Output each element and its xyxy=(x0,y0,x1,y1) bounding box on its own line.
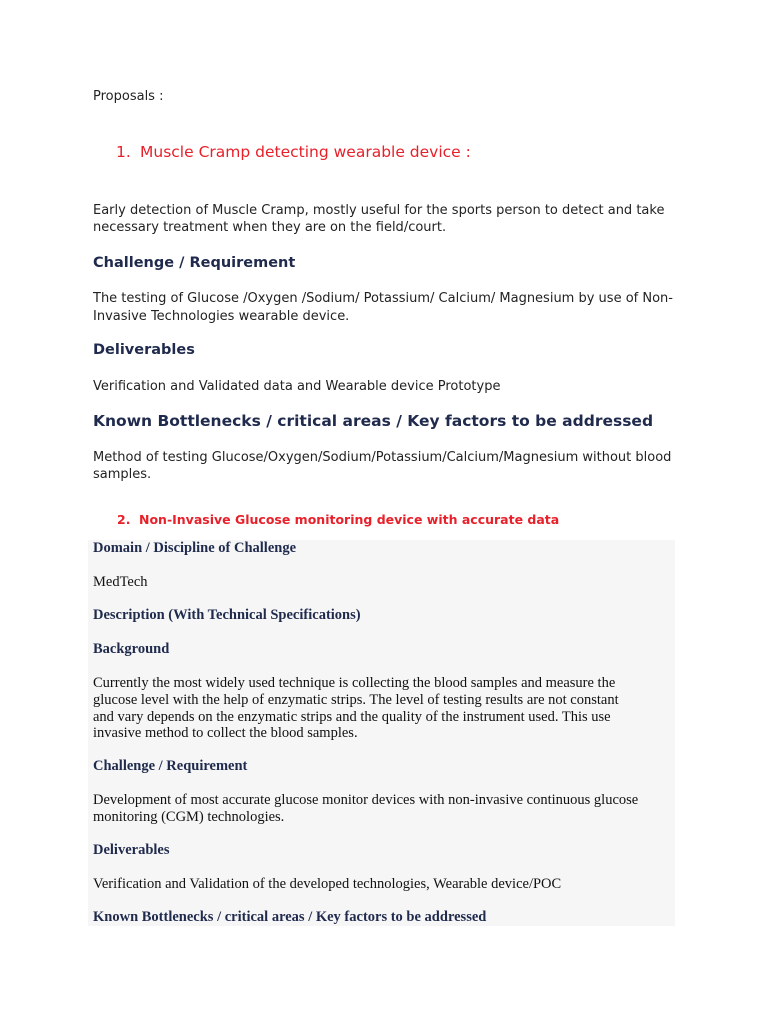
proposal2-deliverables-heading: Deliverables xyxy=(93,842,170,858)
proposal2-background-line3: and vary depends on the enzymatic strips and the quality of the instrument used. This use xyxy=(93,709,611,725)
proposal1-title: Muscle Cramp detecting wearable device : xyxy=(140,143,471,161)
proposal1-deliverables-heading: Deliverables xyxy=(93,342,195,358)
proposal2-background-heading: Background xyxy=(93,641,170,657)
proposals-label: Proposals : xyxy=(93,89,164,104)
proposal1-intro-line1: Early detection of Muscle Cramp, mostly useful for the sports person to detect and take xyxy=(93,203,665,218)
proposal2-title: Non-Invasive Glucose monitoring device with accurate data xyxy=(139,512,560,527)
proposal1-deliverables-text: Verification and Validated data and Wearable device Prototype xyxy=(93,379,501,394)
proposal2-domain-heading: Domain / Discipline of Challenge xyxy=(93,540,297,556)
proposal1-number: 1. xyxy=(116,143,131,161)
proposal2-bottlenecks-heading: Known Bottlenecks / critical areas / Key factors to be addressed xyxy=(93,909,487,925)
proposal1-bottlenecks-line2: samples. xyxy=(93,467,152,482)
proposal2-deliverables-text: Verification and Validation of the developed technologies, Wearable device/POC xyxy=(93,876,562,892)
proposal1-challenge-line1: The testing of Glucose /Oxygen /Sodium/ Potassium/ Calcium/ Magnesium by use of Non- xyxy=(93,291,673,306)
proposal2-background-line2: glucose level with the help of enzymatic strips. The level of testing results are not constant xyxy=(93,692,619,708)
proposal1-bottlenecks-heading: Known Bottlenecks / critical areas / Key factors to be addressed xyxy=(93,412,654,430)
proposal2-challenge-line2: monitoring (CGM) technologies. xyxy=(93,809,285,825)
proposal2-challenge-line1: Development of most accurate glucose monitor devices with non-invasive continuous glucose xyxy=(93,792,639,808)
proposal2-challenge-heading: Challenge / Requirement xyxy=(93,758,248,774)
proposal1-challenge-heading: Challenge / Requirement xyxy=(93,255,296,271)
proposal1-bottlenecks-line1: Method of testing Glucose/Oxygen/Sodium/Potassium/Calcium/Magnesium without blood xyxy=(93,450,672,465)
proposal1-intro-line2: necessary treatment when they are on the field/court. xyxy=(93,220,447,235)
proposal2-description-heading: Description (With Technical Specifications) xyxy=(93,607,361,623)
proposal1-challenge-line2: Invasive Technologies wearable device. xyxy=(93,309,350,324)
proposal2-background-line4: invasive method to collect the blood samples. xyxy=(93,725,358,741)
proposal2-domain-text: MedTech xyxy=(93,574,148,590)
proposal2-number: 2. xyxy=(117,512,131,527)
proposal2-background-line1: Currently the most widely used technique is collecting the blood samples and measure the xyxy=(93,675,616,691)
